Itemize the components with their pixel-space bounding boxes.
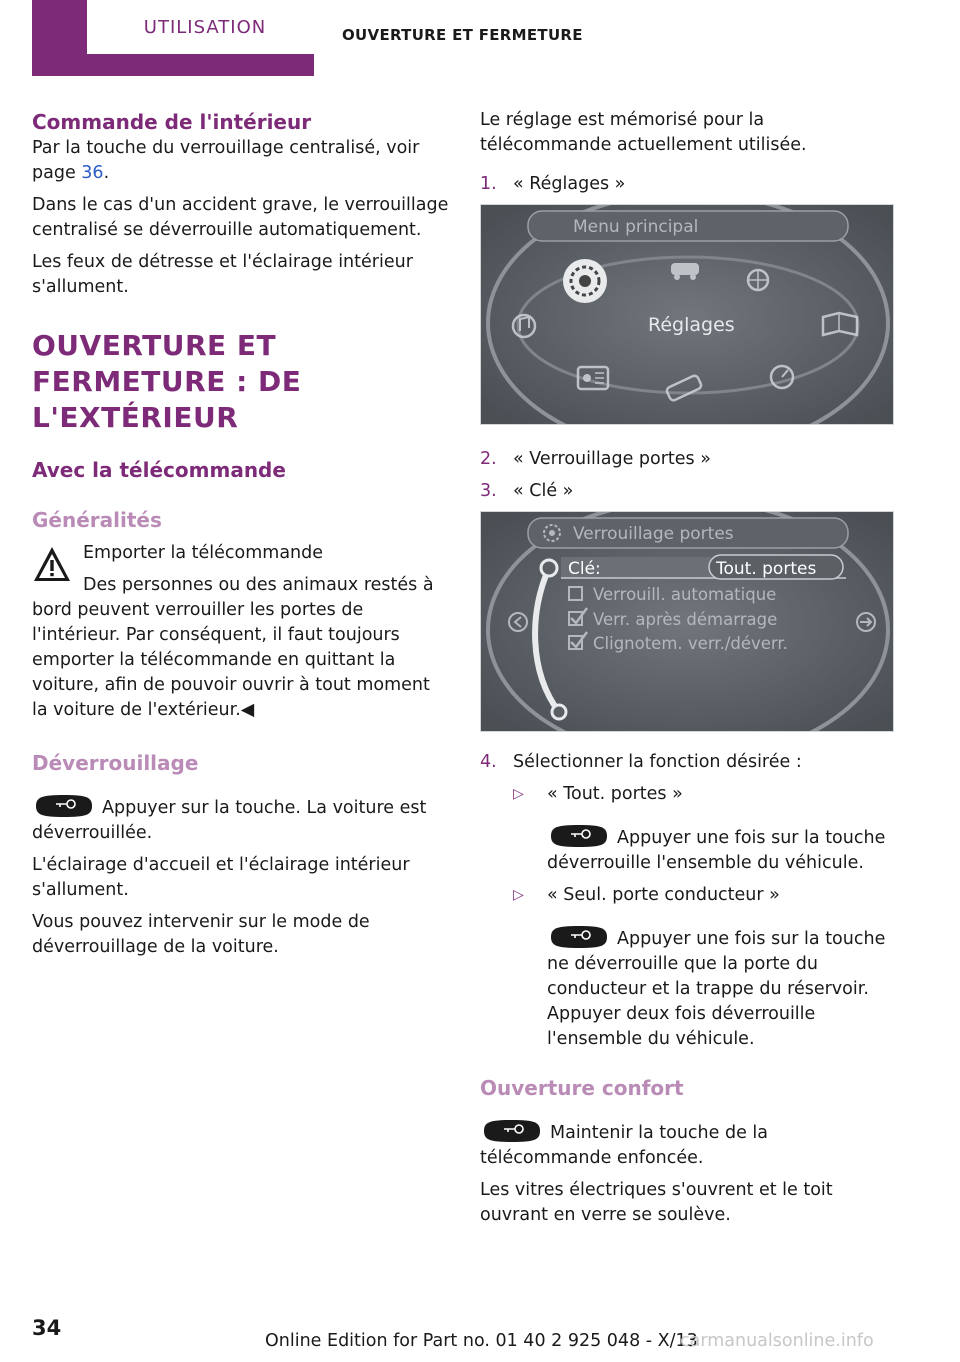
header-tab-inner	[87, 0, 323, 54]
key-label: Clé:	[568, 559, 601, 579]
menu-center-label: Réglages	[648, 314, 735, 336]
remote-key-icon	[480, 1118, 544, 1144]
paragraph-unlock-key: Appuyer sur la touche. La voiture est déverrouillée.	[32, 793, 450, 846]
step-text: « Réglages »	[513, 174, 626, 194]
screen-main-menu	[480, 204, 894, 425]
warning-block	[32, 541, 450, 566]
globe-icon[interactable]	[748, 270, 768, 290]
paragraph-welcome-light: L'éclairage d'accueil et l'éclairage intérieur s'allument.	[32, 855, 410, 900]
main-menu-display	[481, 205, 894, 425]
step-4	[480, 750, 898, 775]
option-driver-door	[513, 883, 898, 1052]
header-tab-label: UTILISATION	[143, 16, 267, 38]
gear-icon[interactable]	[563, 259, 607, 303]
left-column	[32, 108, 450, 967]
option-title: « Tout. portes »	[547, 784, 683, 804]
paragraph-setting-memorized: Le réglage est mémorisé pour la télécommande actuellement utilisée.	[480, 110, 807, 155]
watermark: carmanualsonline.info	[680, 1331, 874, 1351]
option-lock-after-start[interactable]: Verr. après démarrage	[593, 610, 778, 629]
paragraph-windows-open: Les vitres électriques s'ouvrent et le toit ouvrant en verre se soulève.	[480, 1180, 833, 1225]
door-locking-display	[481, 512, 894, 732]
step-number: 2.	[480, 449, 497, 469]
heading-exterior: OUVERTURE ET FERMETURE : DE L'EXTÉRIEUR	[32, 329, 302, 434]
step-1	[480, 172, 898, 197]
step-text: « Verrouillage portes »	[513, 449, 711, 469]
step-text: Sélectionner la fonction désirée :	[513, 752, 802, 772]
step-text: « Clé »	[513, 481, 574, 501]
step-number: 4.	[480, 752, 497, 772]
step-3	[480, 479, 898, 504]
page-link[interactable]: 36	[81, 163, 104, 183]
warning-title: Emporter la télécommande	[83, 543, 324, 563]
step-number: 1.	[480, 174, 497, 194]
heading-remote: Avec la télécommande	[32, 458, 286, 482]
page-number: 34	[32, 1316, 62, 1340]
triangle-bullet-icon: ▷	[513, 887, 524, 903]
edition-text: Online Edition for Part no. 01 40 2 925 048 - X/13	[265, 1331, 698, 1351]
menu-title: Menu principal	[573, 217, 699, 237]
remote-key-icon	[547, 924, 611, 950]
paragraph-unlock-mode: Vous pouvez intervenir sur le mode de déverrouillage de la voiture.	[32, 912, 370, 957]
heading-unlock: Déverrouillage	[32, 751, 199, 775]
triangle-bullet-icon: ▷	[513, 786, 524, 802]
option-all-doors	[513, 782, 898, 876]
heading-comfort-opening: Ouverture confort	[480, 1076, 684, 1100]
options-list	[480, 782, 898, 1052]
paragraph-accident: Dans le cas d'un accident grave, le verrouillage centralisé se déverrouille automatiquement.	[32, 195, 449, 240]
screen-title: Verrouillage portes	[573, 524, 734, 544]
remote-key-icon	[547, 823, 611, 849]
step-2	[480, 447, 898, 472]
remote-key-icon	[32, 793, 96, 819]
warning-triangle-icon	[32, 544, 72, 584]
warning-text: Des personnes ou des animaux restés à bord peuvent verrouiller les portes de l'intérieur. Par conséquent, il faut toujours emporter la télécommande en quittant la voiture, afin de pouvoir ouvrir à tout moment la voiture de l'extérieur.◀	[32, 575, 434, 720]
paragraph-hazard-lights: Les feux de détresse et l'éclairage intérieur s'allument.	[32, 252, 413, 297]
option-flash[interactable]: Clignotem. verr./déverr.	[593, 634, 788, 653]
right-column	[480, 108, 898, 1235]
option-auto-lock[interactable]: Verrouill. automatique	[593, 585, 777, 604]
key-value[interactable]: Tout. portes	[716, 559, 817, 579]
option-title: « Seul. porte conducteur »	[547, 885, 780, 905]
paragraph-comfort-key: Maintenir la touche de la télécommande enfoncée.	[480, 1118, 898, 1171]
screen-door-locking	[480, 511, 894, 732]
heading-general: Généralités	[32, 508, 162, 532]
step-number: 3.	[480, 481, 497, 501]
header-tab	[32, 0, 314, 76]
end-marker: ◀	[240, 700, 255, 720]
paragraph-central-locking: Par la touche du verrouillage centralisé, voir page 36.	[32, 138, 420, 183]
option-description: Appuyer une fois sur la touche ne déverrouille que la porte du conducteur et la trappe du réservoir. Appuyer deux fois déverrouille l'ensemble du véhicule.	[547, 924, 898, 1052]
heading-interior: Commande de l'intérieur	[32, 110, 312, 134]
option-description: Appuyer une fois sur la touche déverrouille l'ensemble du véhicule.	[547, 823, 898, 876]
header-section-title: OUVERTURE ET FERMETURE	[342, 26, 583, 44]
